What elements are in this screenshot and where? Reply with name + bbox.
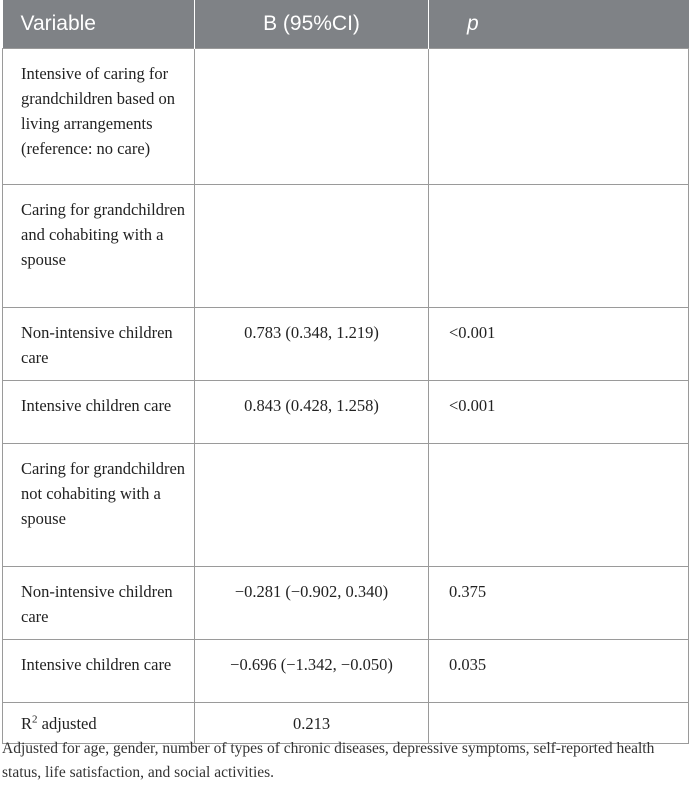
r2-label-main: R [21,714,33,733]
cell-variable: Caring for grandchildren not cohabiting with a spouse [3,444,195,567]
r2-label-rest: adjusted [37,714,97,733]
cell-b-ci: 0.843 (0.428, 1.258) [195,381,429,444]
cell-variable: Intensive of caring for grandchildren based on living arrangements (reference: no care) [3,49,195,185]
r2-label-sup: 2 [32,713,38,726]
cell-p: 0.375 [429,567,689,640]
cell-b-ci-r2: 0.213 [195,703,429,744]
cell-p [429,444,689,567]
table-row [3,381,689,444]
table-footnote: Adjusted for age, gender, number of types of chronic diseases, depressive symptoms, self-reported health status, life satisfaction, and social activities. [2,740,655,781]
table-row [3,49,689,185]
table-row [3,640,689,703]
cell-b-ci: −0.281 (−0.902, 0.340) [195,567,429,640]
table-body [3,49,689,744]
cell-b-ci [195,49,429,185]
cell-variable: Caring for grandchildren and cohabiting with a spouse [3,185,195,308]
table-row [3,444,689,567]
cell-b-ci: 0.783 (0.348, 1.219) [195,308,429,381]
header-variable: Variable [3,0,195,49]
cell-p [429,185,689,308]
table-header [3,0,689,49]
cell-p [429,49,689,185]
table-row [3,185,689,308]
cell-variable: Non-intensive children care [3,308,195,381]
cell-p: <0.001 [429,308,689,381]
cell-variable: Non-intensive children care [3,567,195,640]
regression-table [2,0,689,744]
regression-table-container [2,0,688,744]
cell-variable: Intensive children care [3,381,195,444]
cell-p: <0.001 [429,381,689,444]
cell-b-ci [195,444,429,567]
table-row [3,308,689,381]
header-row [3,0,689,49]
cell-p: 0.035 [429,640,689,703]
header-p: p [429,0,689,49]
header-b-ci: B (95%CI) [195,0,429,49]
table-row [3,567,689,640]
cell-b-ci: −0.696 (−1.342, −0.050) [195,640,429,703]
cell-variable: Intensive children care [3,640,195,703]
cell-b-ci [195,185,429,308]
